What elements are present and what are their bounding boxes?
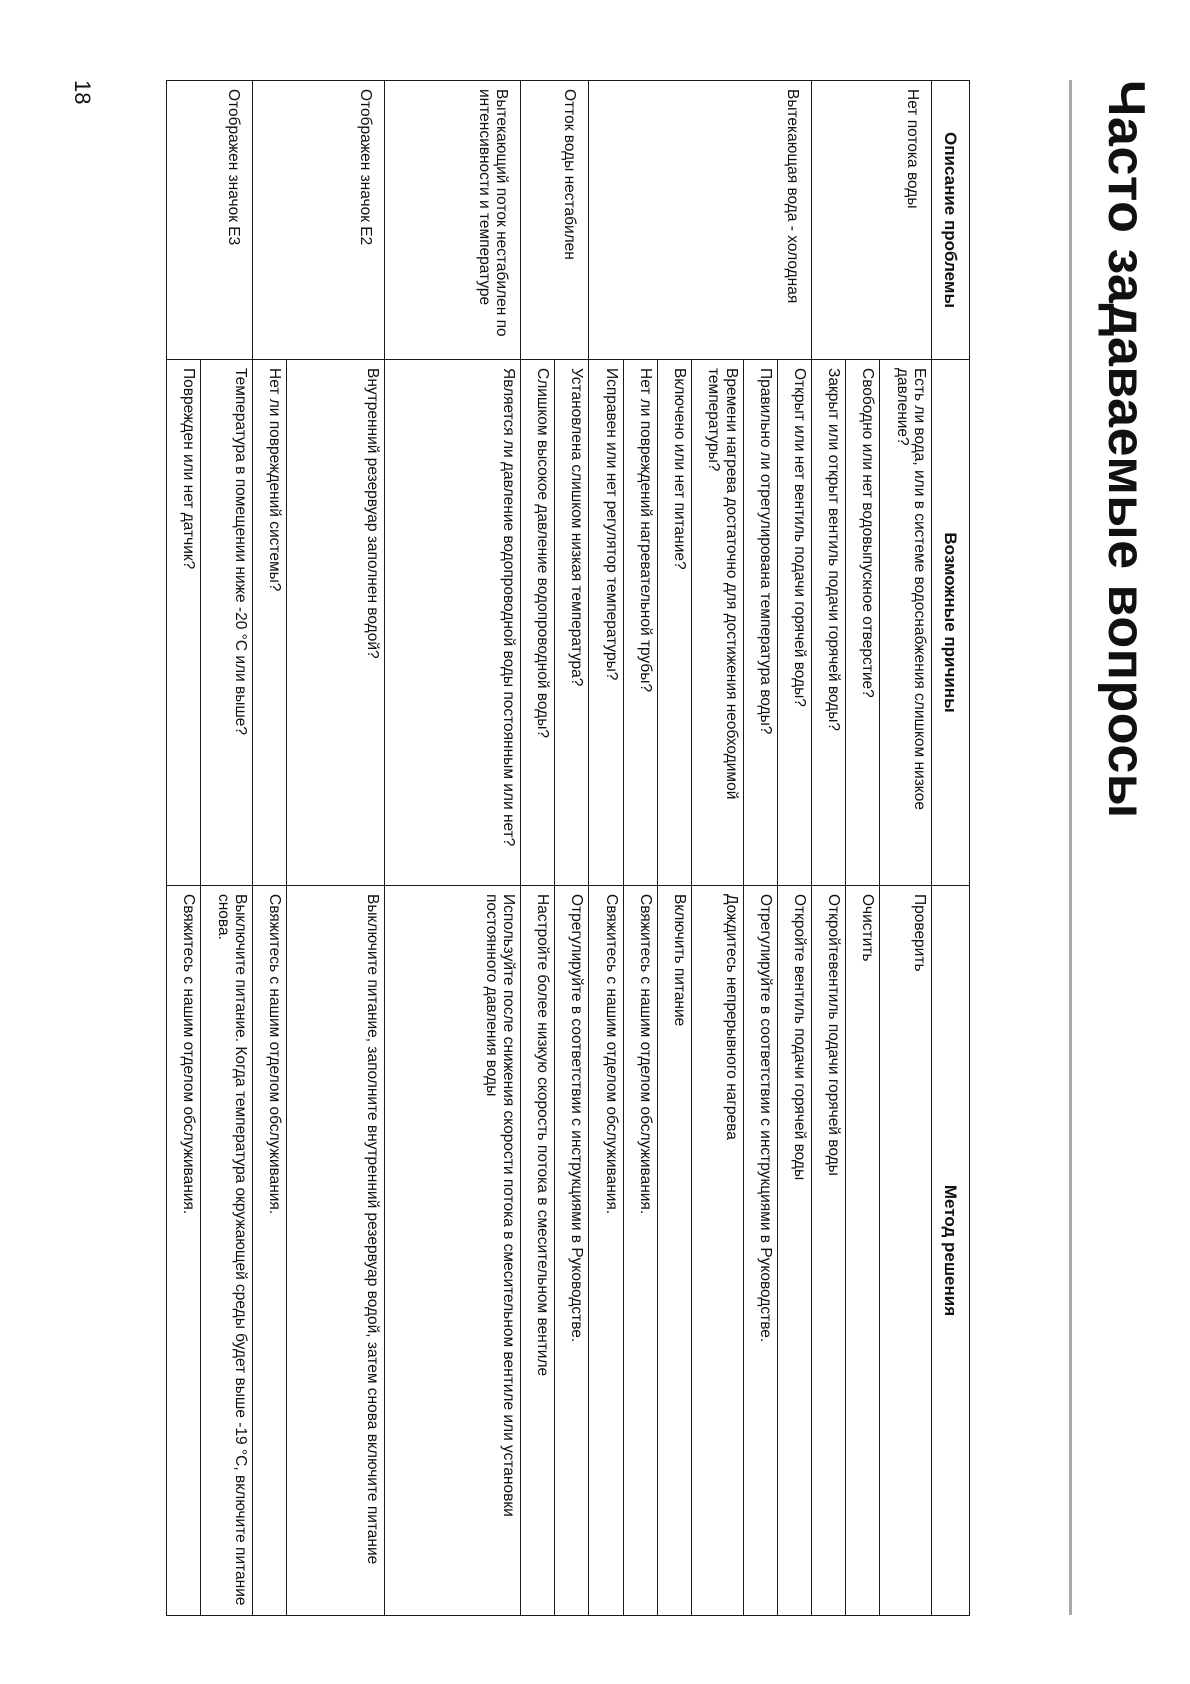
solution-cell: Откройтевентиль подачи горячей воды <box>811 886 845 1616</box>
table-row <box>880 81 932 1616</box>
header-row <box>932 81 970 1616</box>
faq-table <box>166 80 970 1616</box>
solution-cell: Откройте вентиль подачи горячей воды <box>777 886 811 1616</box>
problem-cell: Вытекающая вода - холодная <box>589 81 812 360</box>
title-underline <box>1069 80 1072 1615</box>
cause-cell: Нет ли повреждений нагревательной трубы? <box>623 360 657 886</box>
solution-cell: Отрегулируйте в соответствии с инструкциями в Руководстве. <box>743 886 777 1616</box>
problem-cell: Отображен значок E3 <box>167 81 253 360</box>
solution-cell: Настройте более низкую скорость потока в смесительном вентиле <box>521 886 555 1616</box>
cause-cell: Есть ли вода, или в системе водоснабжения слишком низкое давление? <box>880 360 932 886</box>
problem-cell: Отток воды нестабилен <box>521 81 589 360</box>
solution-cell: Свяжитесь с нашим отделом обслуживания. <box>623 886 657 1616</box>
solution-cell: Используйте после снижения скорости потока в смесительном вентиле или установки постоянного давления воды <box>385 886 521 1616</box>
cause-cell: Нет ли повреждений системы? <box>253 360 287 886</box>
table-row <box>287 81 385 1616</box>
cause-cell: Открыт или нет вентиль подачи горячей воды? <box>777 360 811 886</box>
cause-cell: Поврежден или нет датчик? <box>167 360 201 886</box>
cause-cell: Времени нагрева достаточно для достижения необходимой температуры? <box>691 360 743 886</box>
cause-cell: Температура в помещении ниже -20 °C или выше? <box>201 360 253 886</box>
table-row <box>777 81 811 1616</box>
solution-cell: Отрегулируйте в соответствии с инструкциями в Руководстве. <box>555 886 589 1616</box>
solution-cell: Очистить <box>846 886 880 1616</box>
solution-cell: Свяжитесь с нашим отделом обслуживания. <box>589 886 623 1616</box>
solution-cell: Свяжитесь с нашим отделом обслуживания. <box>253 886 287 1616</box>
solution-cell: Дождитесь непрерывного нагрева <box>691 886 743 1616</box>
problem-cell: Вытекающий поток нестабилен по интенсивности и температуре <box>385 81 521 360</box>
solution-cell: Включить питание <box>657 886 691 1616</box>
cause-cell: Слишком высокое давление водопроводной воды? <box>521 360 555 886</box>
table-row <box>555 81 589 1616</box>
cause-cell: Внутренний резервуар заполнен водой? <box>287 360 385 886</box>
header-causes: Возможные причины <box>932 360 970 886</box>
cause-cell: Правильно ли отрегулирована температура воды? <box>743 360 777 886</box>
solution-cell: Выключите питание. Когда температура окружающей среды будет выше -19 °C, включите питание снова. <box>201 886 253 1616</box>
cause-cell: Включено или нет питание? <box>657 360 691 886</box>
cause-cell: Закрыт или открыт вентиль подачи горячей воды? <box>811 360 845 886</box>
cause-cell: Исправен или нет регулятор температуры? <box>589 360 623 886</box>
table-row <box>385 81 521 1616</box>
solution-cell: Выключите питание, заполните внутренний резервуар водой, затем снова включите питание <box>287 886 385 1616</box>
header-problem: Описание проблемы <box>932 81 970 360</box>
cause-cell: Является ли давление водопроводной воды постоянным или нет? <box>385 360 521 886</box>
cause-cell: Свободно или нет водовыпускное отверстие? <box>846 360 880 886</box>
problem-cell: Отображен значок E2 <box>253 81 385 360</box>
problem-cell: Нет потока воды <box>811 81 931 360</box>
solution-cell: Свяжитесь с нашим отделом обслуживания. <box>167 886 201 1616</box>
table-row <box>201 81 253 1616</box>
cause-cell: Установлена слишком низкая температура? <box>555 360 589 886</box>
header-solution: Метод решения <box>932 886 970 1616</box>
page-title: Часто задаваемые вопросы <box>1097 80 1155 819</box>
page-number: 18 <box>70 80 95 105</box>
solution-cell: Проверить <box>880 886 932 1616</box>
